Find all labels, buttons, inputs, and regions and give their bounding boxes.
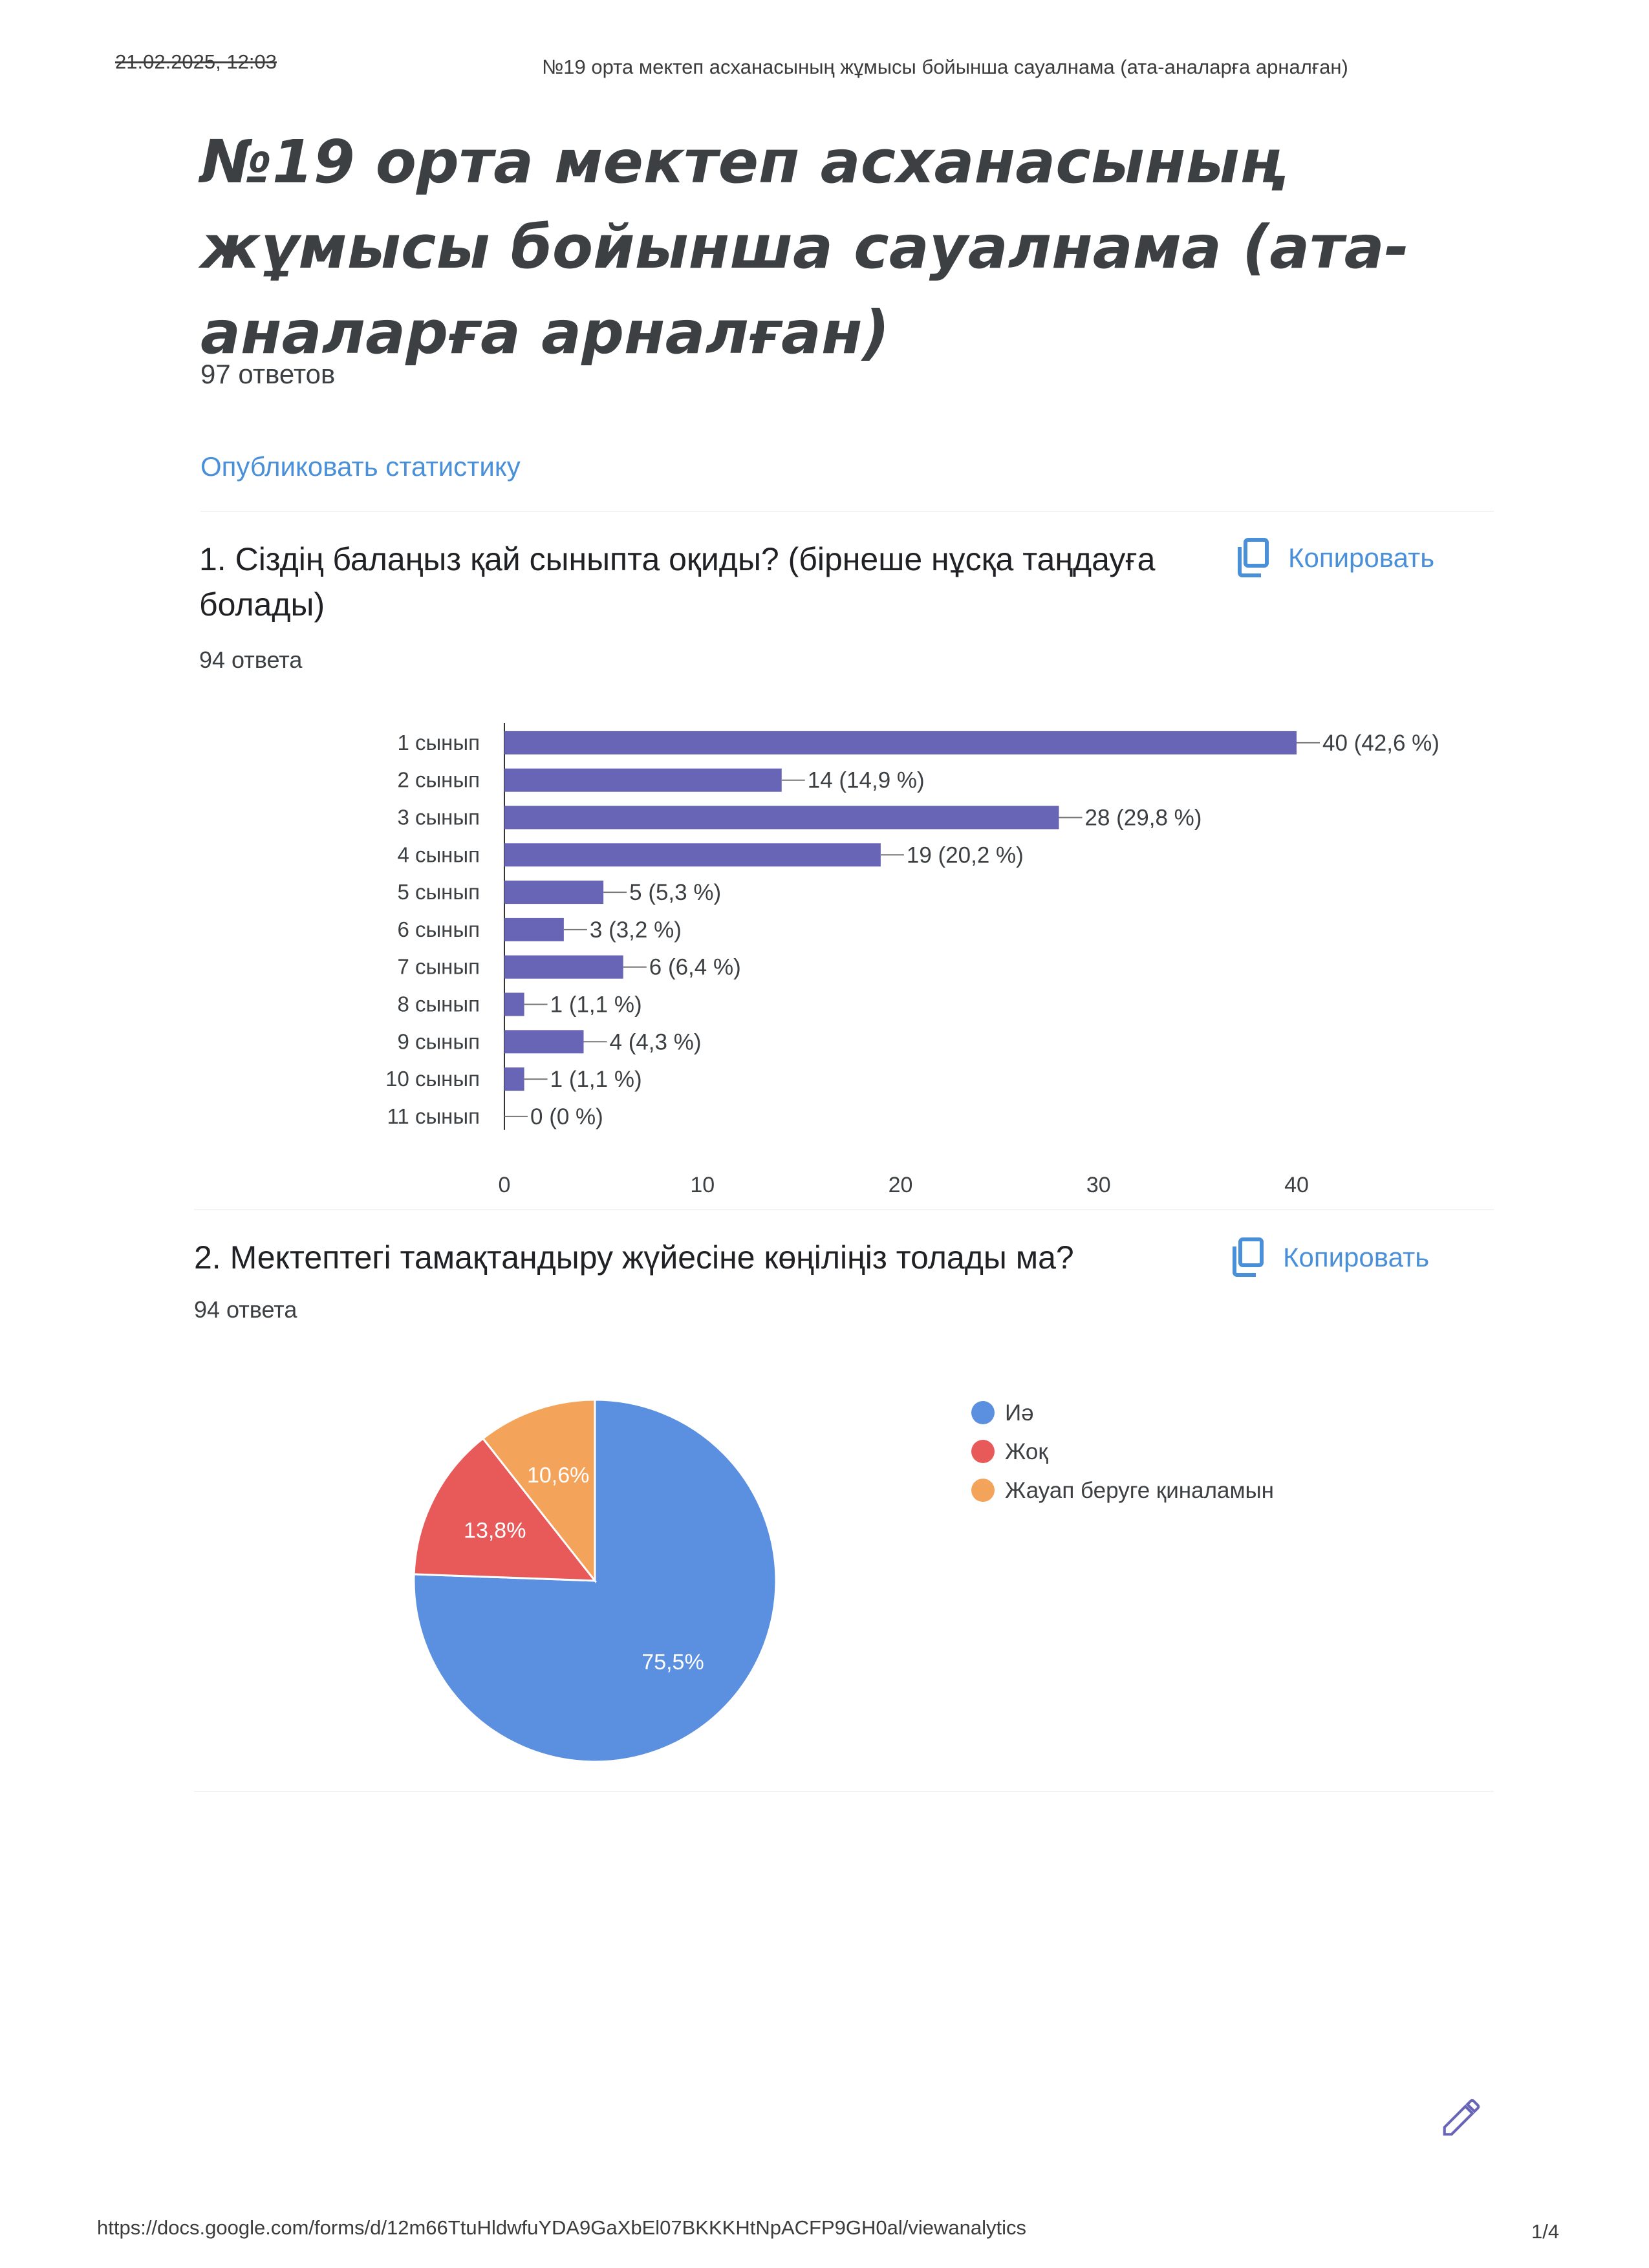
- legend-swatch: [971, 1440, 995, 1463]
- bar: [504, 956, 623, 979]
- bar: [504, 843, 881, 866]
- card-divider: [194, 1791, 1494, 1792]
- slice-label: 10,6%: [526, 1462, 590, 1488]
- copy-icon: [1236, 538, 1270, 578]
- legend-label: Жоқ: [1005, 1439, 1048, 1464]
- question-2-response-count: 94 ответа: [194, 1296, 297, 1323]
- data-label: 0 (0 %): [530, 1104, 603, 1129]
- copy-label-1: Копировать: [1288, 542, 1435, 573]
- x-tick-label: 0: [498, 1172, 511, 1196]
- card-divider: [200, 511, 1494, 512]
- data-label: 5 (5,3 %): [629, 880, 722, 906]
- data-label: 1 (1,1 %): [550, 1067, 642, 1093]
- print-date: 21.02.2025, 12:03: [115, 50, 277, 73]
- category-label: 4 сынып: [397, 842, 480, 867]
- category-label: 5 сынып: [397, 880, 480, 904]
- category-label: 6 сынып: [397, 917, 480, 941]
- form-title: №19 орта мектеп асханасының жұмысы бойынша сауалнама (ата-аналарға арналған): [200, 127, 1409, 367]
- card-divider: [194, 1209, 1494, 1210]
- bar: [504, 806, 1059, 829]
- question-2-title: 2. Мектептегі тамақтандыру жүйесіне көңіліңіз толады ма?: [194, 1239, 1074, 1276]
- bar: [504, 1067, 524, 1091]
- copy-icon: [1231, 1237, 1265, 1278]
- data-label: 6 (6,4 %): [649, 954, 741, 980]
- bar: [504, 769, 782, 792]
- print-header-title: №19 орта мектеп асханасының жұмысы бойынша сауалнама (ата-аналарға арналған): [542, 56, 1348, 78]
- bar: [504, 881, 603, 904]
- copy-label-2: Копировать: [1283, 1242, 1430, 1272]
- category-label: 7 сынып: [397, 954, 480, 979]
- legend-swatch: [971, 1401, 995, 1424]
- legend-label: Жауап беруге қиналамын: [1005, 1478, 1275, 1503]
- data-label: 19 (20,2 %): [906, 842, 1024, 868]
- bar: [504, 1030, 584, 1053]
- edit-button[interactable]: [1423, 2079, 1500, 2156]
- bar: [504, 918, 564, 941]
- category-label: 11 сынып: [387, 1104, 480, 1128]
- copy-chart-button-1[interactable]: [1236, 538, 1434, 578]
- x-tick-label: 30: [1086, 1172, 1111, 1196]
- question-1-title: 1. Сіздің балаңыз қай сыныпта оқиды? (бірнеше нұсқа таңдауға болады): [199, 541, 1156, 623]
- bar-chart: [194, 705, 1487, 1196]
- print-footer-page: 1/4: [1531, 2220, 1560, 2243]
- total-responses: 97 ответов: [200, 359, 336, 389]
- data-label: 4 (4,3 %): [609, 1029, 702, 1055]
- category-label: 10 сынып: [385, 1067, 480, 1091]
- category-label: 3 сынып: [397, 805, 480, 829]
- pie-chart: [388, 1377, 1358, 1778]
- x-tick-label: 10: [690, 1172, 715, 1196]
- legend-swatch: [971, 1479, 995, 1502]
- slice-label: 75,5%: [641, 1649, 704, 1674]
- pencil-icon: [1439, 2095, 1484, 2140]
- slice-label: 13,8%: [464, 1518, 526, 1543]
- data-label: 28 (29,8 %): [1084, 805, 1202, 831]
- print-footer-url: https://docs.google.com/forms/d/12m66TtuHldwfuYDA9GaXbEl07BKKKHtNpACFP9GH0al/viewanalytics: [97, 2216, 1026, 2239]
- data-label: 1 (1,1 %): [550, 992, 642, 1018]
- bar: [504, 731, 1297, 754]
- data-label: 14 (14,9 %): [807, 767, 925, 793]
- x-tick-label: 40: [1284, 1172, 1309, 1196]
- copy-chart-button-2[interactable]: [1231, 1237, 1429, 1278]
- category-label: 2 сынып: [397, 767, 480, 792]
- category-label: 9 сынып: [397, 1029, 480, 1054]
- category-label: 8 сынып: [397, 992, 480, 1016]
- bar: [504, 993, 524, 1016]
- category-label: 1 сынып: [397, 730, 480, 754]
- data-label: 3 (3,2 %): [589, 917, 682, 943]
- x-tick-label: 20: [888, 1172, 913, 1196]
- legend-label: Иә: [1005, 1400, 1034, 1426]
- publish-statistics-link[interactable]: Опубликовать статистику: [200, 451, 521, 482]
- data-label: 40 (42,6 %): [1322, 730, 1439, 756]
- question-1-response-count: 94 ответа: [199, 647, 303, 673]
